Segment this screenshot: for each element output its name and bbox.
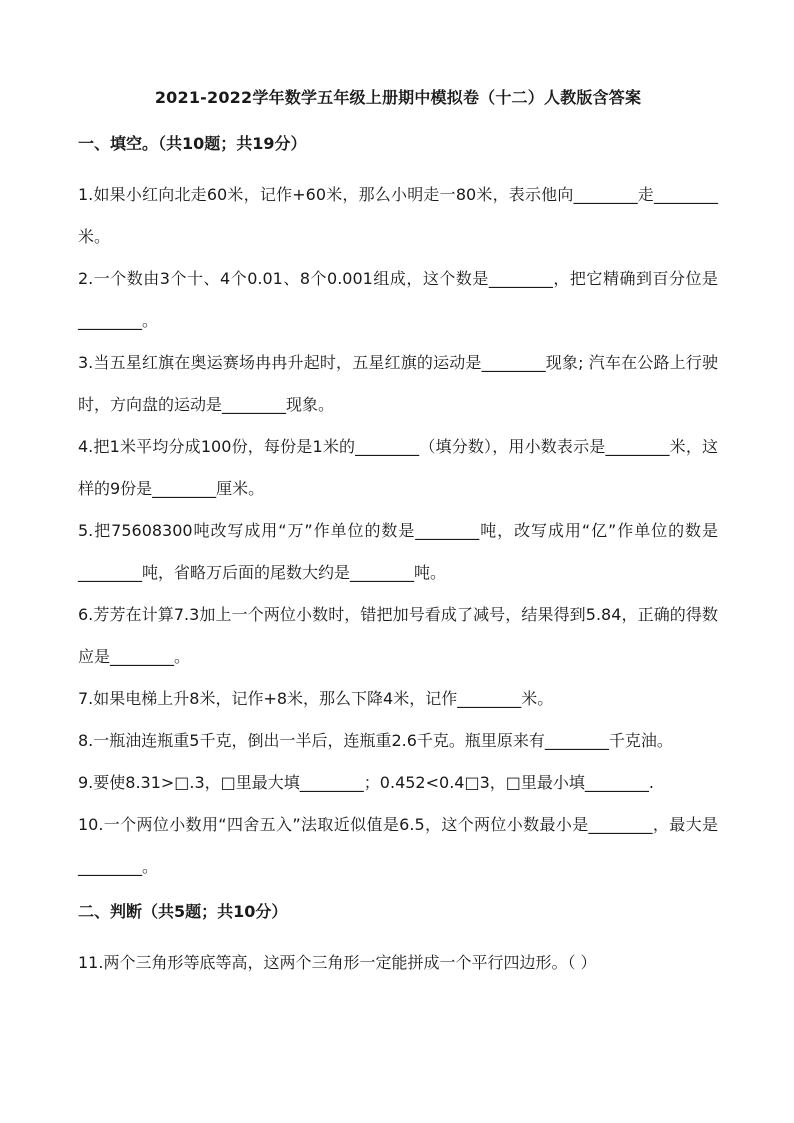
question-1: 1.如果小红向北走60米，记作+60米，那么小明走一80米，表示他向________走________米。 bbox=[78, 185, 718, 246]
question-3: 3.当五星红旗在奥运赛场冉冉升起时，五星红旗的运动是________现象; 汽车在公路上行驶时，方向盘的运动是________现象。 bbox=[78, 353, 718, 414]
page-title: 2021-2022学年数学五年级上册期中模拟卷（十二）人教版含答案 bbox=[154, 88, 642, 107]
question-5: 5.把75608300吨改写成用“万”作单位的数是________吨，改写成用“亿”作单位的数是________吨，省略万后面的尾数大约是________吨。 bbox=[78, 521, 718, 582]
question-11: 11.两个三角形等底等高，这两个三角形一定能拼成一个平行四边形。（ ） bbox=[78, 953, 597, 972]
question-6: 6.芳芳在计算7.3加上一个两位小数时，错把加号看成了减号，结果得到5.84，正确的得数应是________。 bbox=[78, 605, 718, 666]
section-heading-judgement: 二、判断（共5题；共10分） bbox=[78, 902, 288, 921]
question-4: 4.把1米平均分成100份，每份是1米的________（填分数），用小数表示是________米，这样的9份是________厘米。 bbox=[78, 437, 718, 498]
question-9: 9.要使8.31>□.3，□里最大填________；0.452<0.4□3，□里最小填________. bbox=[78, 773, 654, 792]
question-7: 7.如果电梯上升8米，记作+8米，那么下降4米，记作________米。 bbox=[78, 689, 554, 708]
section-heading-fill-in: 一、填空。（共10题；共19分） bbox=[78, 134, 307, 153]
question-2: 2.一个数由3个十、4个0.01、8个0.001组成，这个数是________，把它精确到百分位是________。 bbox=[78, 269, 718, 330]
question-8: 8.一瓶油连瓶重5千克，倒出一半后，连瓶重2.6千克。瓶里原来有________千克油。 bbox=[78, 731, 673, 750]
question-10: 10.一个两位小数用“四舍五入”法取近似值是6.5，这个两位小数最小是________，最大是________。 bbox=[78, 815, 718, 876]
